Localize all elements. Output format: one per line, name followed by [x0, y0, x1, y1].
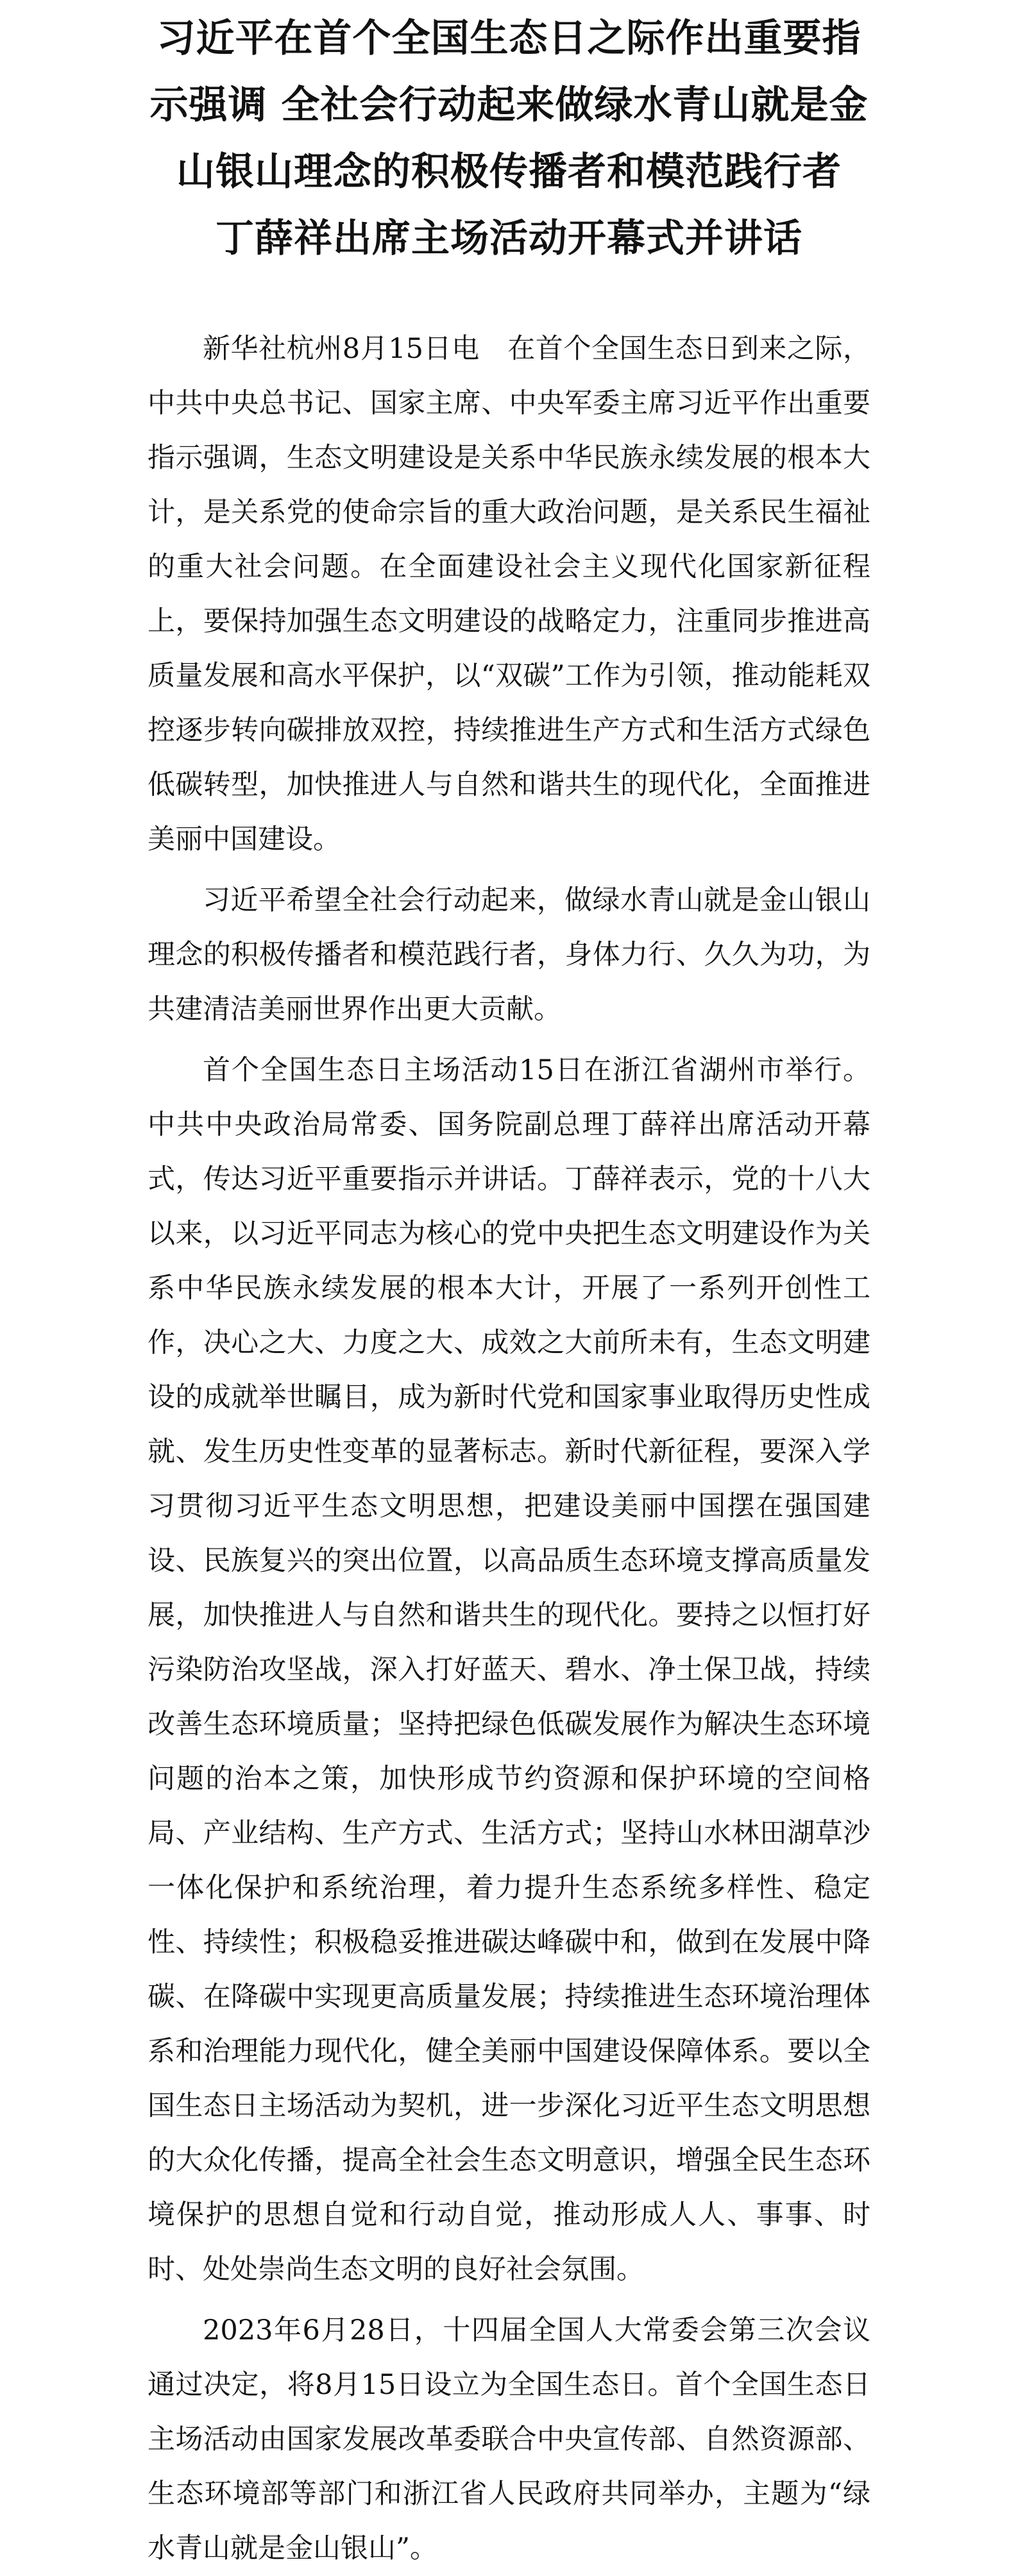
article-body: [148, 322, 870, 2576]
headline-line: 山银山理念的积极传播者和模范践行者: [176, 149, 842, 194]
headline-line: 丁薛祥出席主场活动开幕式并讲话: [216, 216, 802, 261]
article-paragraph: 首个全国生态日主场活动15日在浙江省湖州市举行。中共中央政治局常委、国务院副总理丁薛祥出席活动开幕式，传达习近平重要指示并讲话。丁薛祥表示，党的十八大以来，以习近平同志为核心的党中央把生态文明建设作为关系中华民族永续发展的根本大计，开展了一系列开创性工作，决心之大、力度之大、成效之大前所未有，生态文明建设的成就举世瞩目，成为新时代党和国家事业取得历史性成就、发生历史性变革的显著标志。新时代新征程，要深入学习贯彻习近平生态文明思想，把建设美丽中国摆在强国建设、民族复兴的突出位置，以高品质生态环境支撑高质量发展，加快推进人与自然和谐共生的现代化。要持之以恒打好污染防治攻坚战，深入打好蓝天、碧水、净土保卫战，持续改善生态环境质量；坚持把绿色低碳发展作为解决生态环境问题的治本之策，加快形成节约资源和保护环境的空间格局、产业结构、生产方式、生活方式；坚持山水林田湖草沙一体化保护和系统治理，着力提升生态系统多样性、稳定性、持续性；积极稳妥推进碳达峰碳中和，做到在发展中降碳、在降碳中实现更高质量发展；持续推进生态环境治理体系和治理能力现代化，健全美丽中国建设保障体系。要以全国生态日主场活动为契机，进一步深化习近平生态文明思想的大众化传播，提高全社会生态文明意识，增强全民生态环境保护的思想自觉和行动自觉，推动形成人人、事事、时时、处处崇尚生态文明的良好社会氛围。: [148, 1054, 870, 2286]
article-paragraph: 2023年6月28日，十四届全国人大常委会第三次会议通过决定，将8月15日设立为全国生态日。首个全国生态日主场活动由国家发展改革委联合中央宣传部、自然资源部、生态环境部等部门和浙江省人民政府共同举办，主题为“绿水青山就是金山银山”。: [148, 2314, 870, 2564]
article-paragraph: 习近平希望全社会行动起来，做绿水青山就是金山银山理念的积极传播者和模范践行者，身体力行、久久为功，为共建清洁美丽世界作出更大贡献。: [148, 884, 870, 1025]
headline: [148, 0, 870, 272]
headline-line: 示强调 全社会行动起来做绿水青山就是金: [149, 83, 869, 128]
article-paragraph: 新华社杭州8月15日电 在首个全国生态日到来之际，中共中央总书记、国家主席、中央军委主席习近平作出重要指示强调，生态文明建设是关系中华民族永续发展的根本大计，是关系党的使命宗旨的重大政治问题，是关系民生福祉的重大社会问题。在全面建设社会主义现代化国家新征程上，要保持加强生态文明建设的战略定力，注重同步推进高质量发展和高水平保护，以“双碳”工作为引领，推动能耗双控逐步转向碳排放双控，持续推进生产方式和生活方式绿色低碳转型，加快推进人与自然和谐共生的现代化，全面推进美丽中国建设。: [148, 333, 870, 855]
headline-line: 习近平在首个全国生态日之际作出重要指: [157, 16, 861, 61]
